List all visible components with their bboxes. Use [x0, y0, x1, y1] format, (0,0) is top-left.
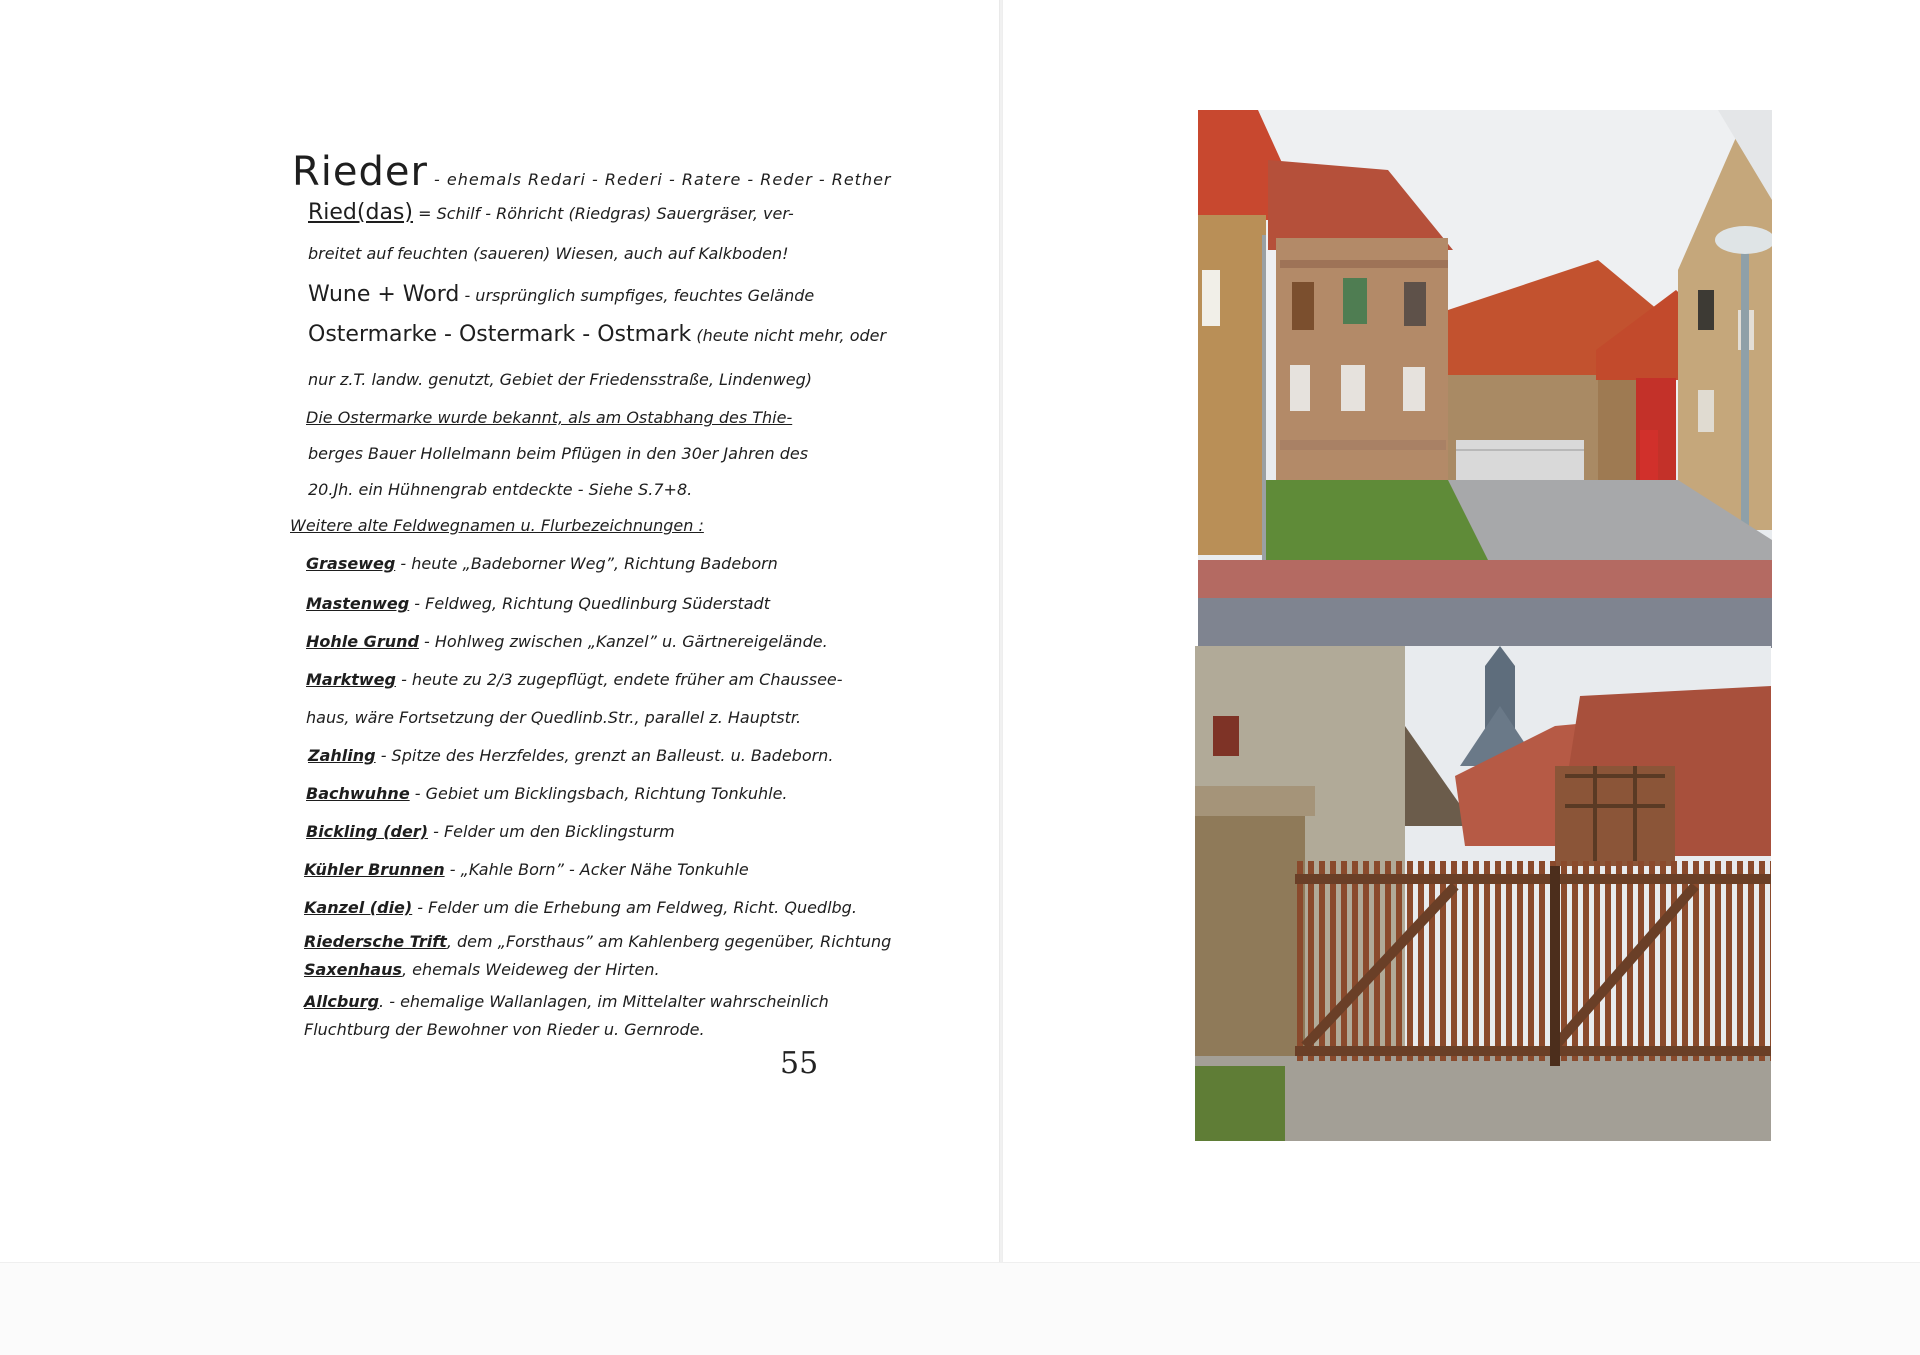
gate-slat — [1539, 861, 1545, 1061]
gate-slat — [1770, 861, 1771, 1061]
gate-slat — [1418, 861, 1424, 1061]
gate-slat — [1462, 861, 1468, 1061]
text-line: Saxenhaus, ehemals Weideweg der Hirten. — [304, 960, 660, 979]
gate-slat — [1649, 861, 1655, 1061]
text-line: Hohle Grund - Hohlweg zwischen „Kanzel” u. Gärtnereigelände. — [306, 632, 828, 651]
gate-slat — [1473, 861, 1479, 1061]
gate-slat — [1737, 861, 1743, 1061]
text-line: Rieder - ehemals Redari - Rederi - Ratere - Reder - Rether — [292, 149, 892, 195]
gate-slat — [1638, 861, 1644, 1061]
page-bottom-edge — [0, 1262, 1920, 1355]
gate-slat — [1528, 861, 1534, 1061]
text-line: Bachwuhne - Gebiet um Bicklingsbach, Richtung Tonkuhle. — [306, 784, 788, 803]
gate-slat — [1396, 861, 1402, 1061]
text-line: Kanzel (die) - Felder um die Erhebung am Feldweg, Richt. Quedlbg. — [304, 898, 857, 917]
street-houses-photo — [1198, 110, 1772, 648]
text-line: haus, wäre Fortsetzung der Quedlinb.Str., parallel z. Hauptstr. — [306, 708, 802, 727]
text-line: breitet auf feuchten (saueren) Wiesen, auch auf Kalkboden! — [308, 244, 789, 263]
left-page — [0, 0, 1000, 1262]
text-line: Fluchtburg der Bewohner von Rieder u. Gernrode. — [304, 1020, 705, 1039]
gate-slat — [1495, 861, 1501, 1061]
gate-slat — [1330, 861, 1336, 1061]
text-line: Allcburg. - ehemalige Wallanlagen, im Mittelalter wahrscheinlich — [304, 992, 829, 1011]
gate-slat — [1407, 861, 1413, 1061]
gate-slat — [1715, 861, 1721, 1061]
text-line: Die Ostermarke wurde bekannt, als am Ostabhang des Thie- — [306, 408, 793, 427]
gate-slat — [1616, 861, 1622, 1061]
gate-slat — [1704, 861, 1710, 1061]
gate-slat — [1484, 861, 1490, 1061]
text-line: Graseweg - heute „Badeborner Weg”, Richtung Badeborn — [306, 554, 778, 573]
gate-slat — [1748, 861, 1754, 1061]
text-line: Kühler Brunnen - „Kahle Born” - Acker Nähe Tonkuhle — [304, 860, 749, 879]
page-number: 55 — [780, 1046, 819, 1081]
text-line: Ried(das) = Schilf - Röhricht (Riedgras) Sauergräser, ver- — [308, 200, 794, 225]
text-line: Riedersche Trift, dem „Forsthaus” am Kahlenberg gegenüber, Richtung — [304, 932, 892, 951]
text-line: Wune + Word - ursprünglich sumpfiges, feuchtes Gelände — [308, 282, 815, 307]
gate-slat — [1605, 861, 1611, 1061]
gate-slat — [1583, 861, 1589, 1061]
gate-slat — [1671, 861, 1677, 1061]
gate-slat — [1517, 861, 1523, 1061]
text-line: nur z.T. landw. genutzt, Gebiet der Friedensstraße, Lindenweg) — [308, 370, 812, 389]
gate-slat — [1660, 861, 1666, 1061]
text-line: berges Bauer Hollelmann beim Pflügen in den 30er Jahren des — [308, 444, 809, 463]
text-line: Bickling (der) - Felder um den Bicklingsturm — [306, 822, 675, 841]
gate-slat — [1297, 861, 1303, 1061]
gate-slat — [1759, 861, 1765, 1061]
text-line: 20.Jh. ein Hühnengrab entdeckte - Siehe S.7+8. — [308, 480, 693, 499]
text-line: Weitere alte Feldwegnamen u. Flurbezeichnungen : — [290, 516, 704, 535]
gate-slat — [1594, 861, 1600, 1061]
text-line: Ostermarke - Ostermark - Ostmark (heute nicht mehr, oder — [308, 322, 887, 347]
gate-slat — [1429, 861, 1435, 1061]
gate-slat — [1726, 861, 1732, 1061]
wooden-gate-photo — [1195, 646, 1771, 1141]
text-line: Marktweg - heute zu 2/3 zugepflügt, endete früher am Chaussee- — [306, 670, 843, 689]
gate-slat — [1363, 861, 1369, 1061]
gate-slat — [1341, 861, 1347, 1061]
gate-slat — [1506, 861, 1512, 1061]
gate-slat — [1352, 861, 1358, 1061]
text-line: Zahling - Spitze des Herzfeldes, grenzt an Balleust. u. Badeborn. — [308, 746, 834, 765]
text-line: Mastenweg - Feldweg, Richtung Quedlinburg Süderstadt — [306, 594, 770, 613]
